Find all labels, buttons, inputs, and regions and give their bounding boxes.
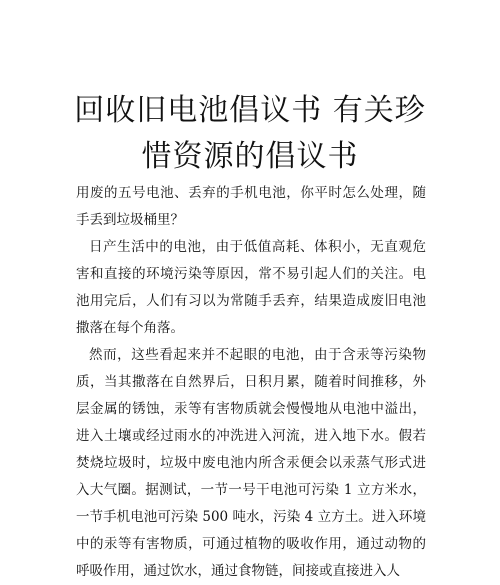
paragraph-2: 日产生活中的电池，由于低值高耗、体积小，无直观危害和直接的环境污染等原因，常不易引起人们的关注。电池用完后，人们有习以为常随手丢弃，结果造成废旧电池撒落在每个角落。 bbox=[76, 239, 426, 336]
document-title bbox=[30, 88, 470, 180]
document-body bbox=[76, 180, 426, 585]
title-line-2: 惜资源的倡议书 bbox=[141, 139, 359, 174]
title-line-1: 回收旧电池倡议书 有关珍 bbox=[74, 93, 426, 128]
paragraph-3: 然而，这些看起来并不起眼的电池，由于含汞等污染物质，当其撒落在自然界后，日积月累，随着时间推移，外层金属的锈蚀，汞等有害物质就会慢慢地从电池中溢出，进入土壤或经过雨水的冲洗进入河流，进入地下水。假若焚烧垃圾时，垃圾中废电池内所含汞便会以汞蒸气形式进入大气圈。据测试，一节一号干电池可污染 1 立方米水，一节手机电池可污染 500 吨水，污染 4 立方土。进入环境中的汞等有害物质，可通过植物的吸收作用，通过动物的呼吸作用，通过饮水，通过食物链，间接或直接进入人 bbox=[76, 347, 426, 579]
paragraph-1: 用废的五号电池、丢弃的手机电池，你平时怎么处理，随手丢到垃圾桶里？ bbox=[76, 185, 426, 228]
